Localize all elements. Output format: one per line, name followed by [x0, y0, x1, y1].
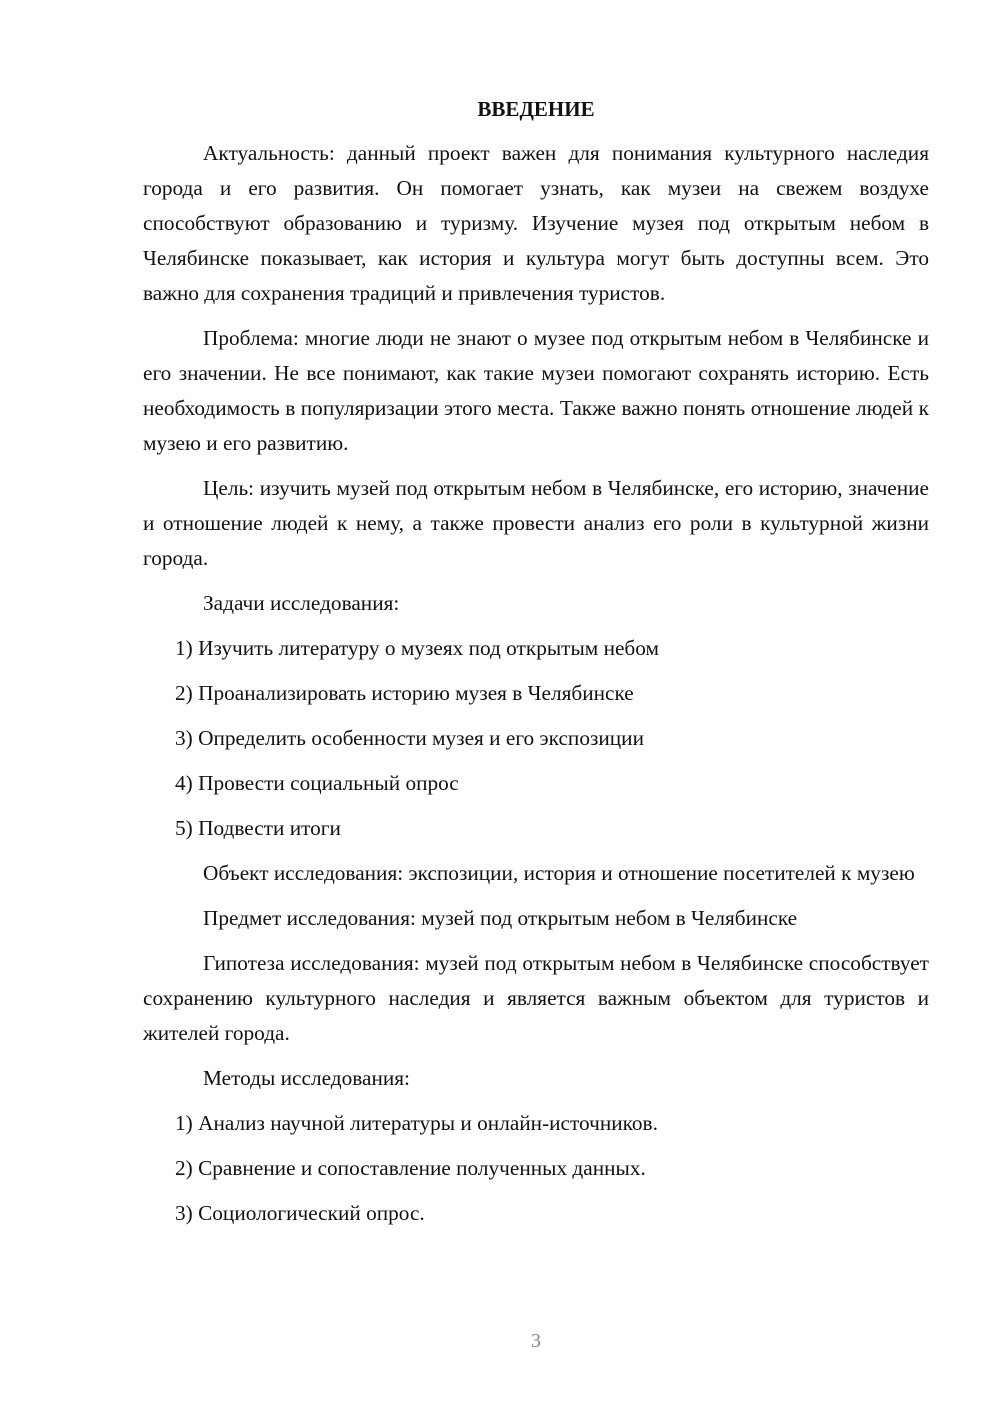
tasks-heading: Задачи исследования: — [203, 591, 400, 615]
list-item: 1) Анализ научной литературы и онлайн-источников. — [175, 1111, 658, 1135]
section-title: ВВЕДЕНИЕ — [477, 97, 595, 121]
list-item: 2) Сравнение и сопоставление полученных данных. — [175, 1156, 646, 1180]
relevance-paragraph: Актуальность: данный проект важен для понимания культурного наследия города и его развития. Он помогает узнать, как музеи на свежем воздухе способствуют образованию и туризму. Изучение музея под открытым небом в Челябинске показывает, как история и культура могут быть доступны всем. Это важно для сохранения традиций и привлечения туристов. — [143, 141, 929, 305]
list-item: 3) Определить особенности музея и его экспозиции — [175, 726, 644, 750]
subject-paragraph: Предмет исследования: музей под открытым небом в Челябинске — [203, 906, 798, 930]
page-number: 3 — [531, 1330, 541, 1352]
document-page — [143, 92, 929, 1231]
methods-list — [143, 1106, 929, 1231]
problem-paragraph: Проблема: многие люди не знают о музее под открытым небом в Челябинске и его значении. Не все понимают, как такие музеи помогают сохранять историю. Есть необходимость в популяризации этого места. Также важно понять отношение людей к музею и его развитию. — [143, 326, 929, 455]
list-item: 2) Проанализировать историю музея в Челябинске — [175, 681, 634, 705]
tasks-list — [143, 631, 929, 846]
goal-paragraph: Цель: изучить музей под открытым небом в Челябинске, его историю, значение и отношение людей к нему, а также провести анализ его роли в культурной жизни города. — [143, 476, 929, 570]
list-item: 3) Социологический опрос. — [175, 1201, 425, 1225]
list-item: 1) Изучить литературу о музеях под открытым небом — [175, 636, 659, 660]
list-item: 4) Провести социальный опрос — [175, 771, 459, 795]
methods-heading: Методы исследования: — [203, 1066, 410, 1090]
object-paragraph: Объект исследования: экспозиции, история и отношение посетителей к музею — [203, 861, 915, 885]
list-item: 5) Подвести итоги — [175, 816, 341, 840]
hypothesis-paragraph: Гипотеза исследования: музей под открытым небом в Челябинске способствует сохранению культурного наследия и является важным объектом для туристов и жителей города. — [143, 951, 929, 1045]
